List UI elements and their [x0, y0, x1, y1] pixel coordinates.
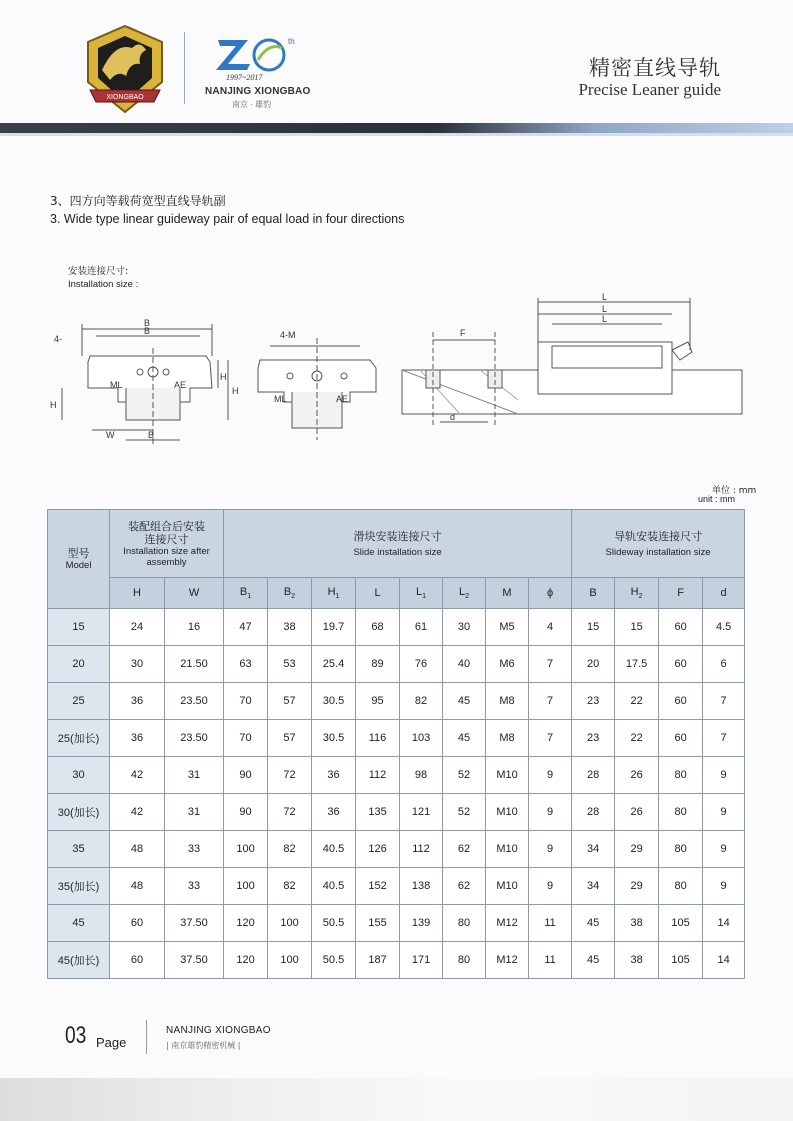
table-cell: 20 — [572, 646, 615, 683]
column-header-label: H — [133, 587, 141, 599]
table-cell: 80 — [659, 831, 703, 868]
column-header — [443, 578, 486, 609]
table-cell: 4.5 — [703, 609, 745, 646]
table-cell: 30.5 — [312, 720, 356, 757]
column-header — [659, 578, 703, 609]
table-cell: 60 — [659, 720, 703, 757]
column-header — [703, 578, 745, 609]
table-cell: 37.50 — [165, 942, 224, 979]
column-header — [224, 578, 268, 609]
column-header — [529, 578, 572, 609]
table-cell: 63 — [224, 646, 268, 683]
table-cell: 120 — [224, 942, 268, 979]
table-cell: 42 — [110, 757, 165, 794]
table-cell: 45 — [443, 720, 486, 757]
table-cell: M10 — [486, 757, 529, 794]
column-header-row — [48, 578, 745, 609]
table-cell: 9 — [529, 794, 572, 831]
table-row — [48, 757, 745, 794]
group3-cn: 导轨安装连接尺寸 — [614, 529, 703, 543]
table-cell: 9 — [703, 868, 745, 905]
table-cell: 155 — [356, 905, 400, 942]
column-header-subscript: 1 — [422, 593, 427, 601]
table-cell: 22 — [615, 683, 659, 720]
table-cell: 50.5 — [312, 942, 356, 979]
table-body — [48, 609, 745, 979]
table-cell: 80 — [443, 905, 486, 942]
dim-h-label: H — [220, 372, 227, 382]
table-cell: 100 — [268, 905, 312, 942]
table-cell: 24 — [110, 609, 165, 646]
dim-d-label: d — [450, 412, 456, 422]
column-header-label: d — [720, 587, 727, 599]
table-cell: M12 — [486, 942, 529, 979]
table-cell: 9 — [529, 831, 572, 868]
table-cell: 7 — [703, 720, 745, 757]
table-cell: 11 — [529, 942, 572, 979]
four-m-label: 4-M — [280, 330, 296, 340]
table-cell: 70 — [224, 720, 268, 757]
table-cell: 34 — [572, 831, 615, 868]
model-cell: 35 — [48, 831, 110, 868]
brand-years: 1997~2017 — [226, 73, 263, 82]
table-cell: 30 — [443, 609, 486, 646]
table-cell: 19.7 — [312, 609, 356, 646]
table-cell: 40.5 — [312, 831, 356, 868]
table-cell: 52 — [443, 757, 486, 794]
table-cell: 38 — [615, 942, 659, 979]
table-cell: 90 — [224, 757, 268, 794]
table-cell: 30.5 — [312, 683, 356, 720]
table-cell: 121 — [400, 794, 443, 831]
brand-name-cn: 南京 · 雄豹 — [232, 100, 272, 109]
section-title-en: 3. Wide type linear guideway pair of equal load in four directions — [50, 212, 405, 226]
table-cell: 80 — [659, 794, 703, 831]
model-cell: 20 — [48, 646, 110, 683]
table-row — [48, 794, 745, 831]
table-cell: 60 — [110, 905, 165, 942]
table-cell: 31 — [165, 757, 224, 794]
ae-label-2: AE — [336, 394, 349, 404]
header-band — [0, 123, 793, 133]
table-cell: 80 — [443, 942, 486, 979]
table-cell: 48 — [110, 831, 165, 868]
table-cell: 45 — [572, 942, 615, 979]
table-cell: 60 — [659, 683, 703, 720]
header-group-slideway — [572, 510, 745, 578]
table-cell: 60 — [659, 609, 703, 646]
model-cell: 45 — [48, 905, 110, 942]
dim-w-label: W — [106, 430, 115, 440]
side-view-drawing — [402, 298, 742, 428]
table-cell: 116 — [356, 720, 400, 757]
table-cell: M6 — [486, 646, 529, 683]
table-cell: 61 — [400, 609, 443, 646]
table-cell: 33 — [165, 831, 224, 868]
footer-company-cn: | 南京雄豹精密机械 | — [166, 1041, 241, 1050]
table-cell: 89 — [356, 646, 400, 683]
table-cell: 40 — [443, 646, 486, 683]
table-cell: 28 — [572, 757, 615, 794]
table-cell: 42 — [110, 794, 165, 831]
footer-divider — [146, 1020, 147, 1054]
column-header-label: H — [327, 585, 336, 598]
column-header — [356, 578, 400, 609]
table-cell: 26 — [615, 757, 659, 794]
table-row — [48, 646, 745, 683]
table-row — [48, 831, 745, 868]
logo-banner-text: XIONGBAO — [106, 94, 144, 101]
table-cell: 23 — [572, 720, 615, 757]
table-cell: 15 — [572, 609, 615, 646]
group1-cn-line2: 连接尺寸 — [144, 532, 189, 546]
unit-label-en: unit : mm — [698, 494, 736, 504]
table-cell: 33 — [165, 868, 224, 905]
dim-l1-label: L — [602, 304, 608, 314]
column-header — [268, 578, 312, 609]
table-cell: 14 — [703, 942, 745, 979]
dim-l2-label: L — [602, 314, 608, 324]
table-cell: 82 — [268, 868, 312, 905]
column-header-label: L — [459, 585, 466, 598]
table-cell: 38 — [615, 905, 659, 942]
column-header-label: W — [188, 587, 200, 599]
header-model-cn: 型号 — [67, 547, 90, 560]
table-cell: 14 — [703, 905, 745, 942]
page-word: Page — [96, 1035, 127, 1050]
table-cell: 57 — [268, 683, 312, 720]
model-cell: 15 — [48, 609, 110, 646]
table-cell: 72 — [268, 757, 312, 794]
table-cell: 25.4 — [312, 646, 356, 683]
table-cell: 22 — [615, 720, 659, 757]
section-title-cn: 3、四方向等载荷宽型直线导轨副 — [50, 194, 226, 208]
table-cell: 7 — [529, 683, 572, 720]
table-row — [48, 868, 745, 905]
table-cell: 36 — [312, 794, 356, 831]
table-cell: 57 — [268, 720, 312, 757]
table-cell: 15 — [615, 609, 659, 646]
group1-en-line1: Installation size after — [123, 545, 210, 557]
header-model-en: Model — [65, 560, 92, 571]
table-cell: 26 — [615, 794, 659, 831]
table-cell: 40.5 — [312, 868, 356, 905]
xiongbao-logo — [80, 22, 170, 117]
dim-b2-label: B — [144, 326, 151, 336]
table-cell: 90 — [224, 794, 268, 831]
table-cell: 4 — [529, 609, 572, 646]
table-cell: M10 — [486, 868, 529, 905]
table-cell: 138 — [400, 868, 443, 905]
table-cell: 37.50 — [165, 905, 224, 942]
table-cell: M5 — [486, 609, 529, 646]
ae-label-1: AE — [174, 380, 187, 390]
table-row — [48, 905, 745, 942]
table-cell: 47 — [224, 609, 268, 646]
dim-b-label: B — [148, 430, 155, 440]
table-row — [48, 720, 745, 757]
table-row — [48, 683, 745, 720]
page-title-en: Precise Leaner guide — [578, 80, 721, 99]
table-cell: 100 — [268, 942, 312, 979]
header-band-light — [0, 133, 793, 136]
dim-4-label: 4- — [54, 334, 63, 344]
table-cell: 7 — [529, 646, 572, 683]
table-cell: 152 — [356, 868, 400, 905]
table-cell: 52 — [443, 794, 486, 831]
column-header-label: H — [630, 585, 639, 598]
column-header — [165, 578, 224, 609]
table-cell: 105 — [659, 942, 703, 979]
table-cell: 23.50 — [165, 683, 224, 720]
page-title-cn: 精密直线导轨 — [589, 56, 721, 80]
model-cell: 35(加长) — [48, 868, 110, 905]
table-cell: M10 — [486, 794, 529, 831]
column-header — [110, 578, 165, 609]
table-cell: 36 — [110, 683, 165, 720]
dim-l-label: L — [602, 292, 608, 302]
table-cell: 62 — [443, 831, 486, 868]
table-cell: 28 — [572, 794, 615, 831]
group1-en-line2: assembly — [146, 556, 187, 568]
install-label-cn: 安装连接尺寸: — [68, 266, 129, 277]
model-cell: 30(加长) — [48, 794, 110, 831]
column-header-label: F — [677, 587, 684, 599]
bottom-scan-band — [0, 1078, 793, 1121]
table-cell: 48 — [110, 868, 165, 905]
top-mount-view-drawing — [258, 338, 376, 440]
table-cell: 50.5 — [312, 905, 356, 942]
table-cell: 103 — [400, 720, 443, 757]
table-cell: 11 — [529, 905, 572, 942]
unit-label-cn: 单位 : mm — [712, 486, 757, 496]
column-header-subscript: 2 — [291, 593, 296, 601]
column-header — [615, 578, 659, 609]
table-cell: 29 — [615, 868, 659, 905]
table-cell: 60 — [659, 646, 703, 683]
table-cell: 126 — [356, 831, 400, 868]
table-cell: 23 — [572, 683, 615, 720]
table-cell: 80 — [659, 868, 703, 905]
table-cell: 34 — [572, 868, 615, 905]
table-cell: 171 — [400, 942, 443, 979]
column-header-label: B — [239, 585, 248, 598]
dim-f-label: F — [460, 328, 466, 338]
group1-cn-line1: 装配组合后安装 — [128, 519, 205, 533]
column-header-label: L — [374, 587, 381, 599]
column-header-label: ϕ — [546, 587, 554, 599]
ml-label-2: ML — [274, 394, 287, 404]
table-cell: 16 — [165, 609, 224, 646]
table-cell: M12 — [486, 905, 529, 942]
anniversary-sup: th — [288, 37, 295, 46]
table-cell: 53 — [268, 646, 312, 683]
group2-en: Slide installation size — [353, 546, 442, 558]
dim-b1-label: B — [144, 318, 151, 328]
table-cell: 72 — [268, 794, 312, 831]
table-cell: 36 — [110, 720, 165, 757]
table-cell: 95 — [356, 683, 400, 720]
anniversary-mark — [214, 34, 294, 76]
header-model — [48, 510, 110, 609]
column-header-label: L — [416, 585, 423, 598]
front-view-drawing — [62, 324, 228, 445]
table-cell: 112 — [356, 757, 400, 794]
table-cell: 120 — [224, 905, 268, 942]
table-cell: 68 — [356, 609, 400, 646]
table-cell: 82 — [400, 683, 443, 720]
column-header-label: B — [283, 585, 292, 598]
table-cell: 17.5 — [615, 646, 659, 683]
table-cell: 80 — [659, 757, 703, 794]
footer-company: NANJING XIONGBAO — [166, 1025, 271, 1036]
table-cell: 31 — [165, 794, 224, 831]
table-cell: 36 — [312, 757, 356, 794]
model-cell: 45(加长) — [48, 942, 110, 979]
column-header — [486, 578, 529, 609]
table-cell: 76 — [400, 646, 443, 683]
dim-h1-label: H — [232, 386, 239, 396]
table-cell: 21.50 — [165, 646, 224, 683]
column-header-label: M — [502, 587, 512, 599]
table-cell: 62 — [443, 868, 486, 905]
table-cell: M8 — [486, 683, 529, 720]
group3-en: Slideway installation size — [605, 546, 711, 558]
column-header-subscript: 2 — [638, 593, 643, 601]
column-header — [572, 578, 615, 609]
column-header-subscript: 1 — [335, 593, 340, 601]
table-cell: 45 — [572, 905, 615, 942]
header-group-slide — [224, 510, 572, 578]
table-cell: 6 — [703, 646, 745, 683]
header-group-assembly — [110, 510, 224, 578]
install-label-en: Installation size : — [68, 279, 139, 290]
table-cell: 82 — [268, 831, 312, 868]
column-header-subscript: 2 — [465, 593, 470, 601]
dim-h2-label: H — [50, 400, 57, 410]
table-cell: 29 — [615, 831, 659, 868]
technical-drawings — [40, 290, 750, 450]
group2-cn: 滑块安装连接尺寸 — [353, 529, 442, 543]
ml-label-1: ML — [110, 380, 123, 390]
model-cell: 25 — [48, 683, 110, 720]
column-header-label: B — [589, 587, 597, 599]
table-cell: 70 — [224, 683, 268, 720]
model-cell: 25(加长) — [48, 720, 110, 757]
brand-name: NANJING XIONGBAO — [205, 86, 311, 97]
table-cell: 23.50 — [165, 720, 224, 757]
table-cell: 100 — [224, 831, 268, 868]
column-header-subscript: 1 — [247, 593, 252, 601]
table-cell: 112 — [400, 831, 443, 868]
table-cell: M8 — [486, 720, 529, 757]
header-divider — [184, 32, 185, 104]
table-cell: 60 — [110, 942, 165, 979]
column-header — [312, 578, 356, 609]
table-cell: M10 — [486, 831, 529, 868]
table-cell: 98 — [400, 757, 443, 794]
model-cell: 30 — [48, 757, 110, 794]
table-cell: 9 — [529, 757, 572, 794]
page-number: 03 — [65, 1022, 87, 1049]
table-cell: 139 — [400, 905, 443, 942]
table-cell: 105 — [659, 905, 703, 942]
table-row — [48, 609, 745, 646]
table-cell: 38 — [268, 609, 312, 646]
table-cell: 100 — [224, 868, 268, 905]
table-cell: 7 — [703, 683, 745, 720]
table-cell: 9 — [703, 757, 745, 794]
table-cell: 135 — [356, 794, 400, 831]
table-cell: 9 — [529, 868, 572, 905]
table-cell: 30 — [110, 646, 165, 683]
table-cell: 45 — [443, 683, 486, 720]
column-header — [400, 578, 443, 609]
spec-table — [47, 509, 745, 979]
table-row — [48, 942, 745, 979]
table-cell: 9 — [703, 831, 745, 868]
table-cell: 187 — [356, 942, 400, 979]
table-cell: 9 — [703, 794, 745, 831]
table-cell: 7 — [529, 720, 572, 757]
